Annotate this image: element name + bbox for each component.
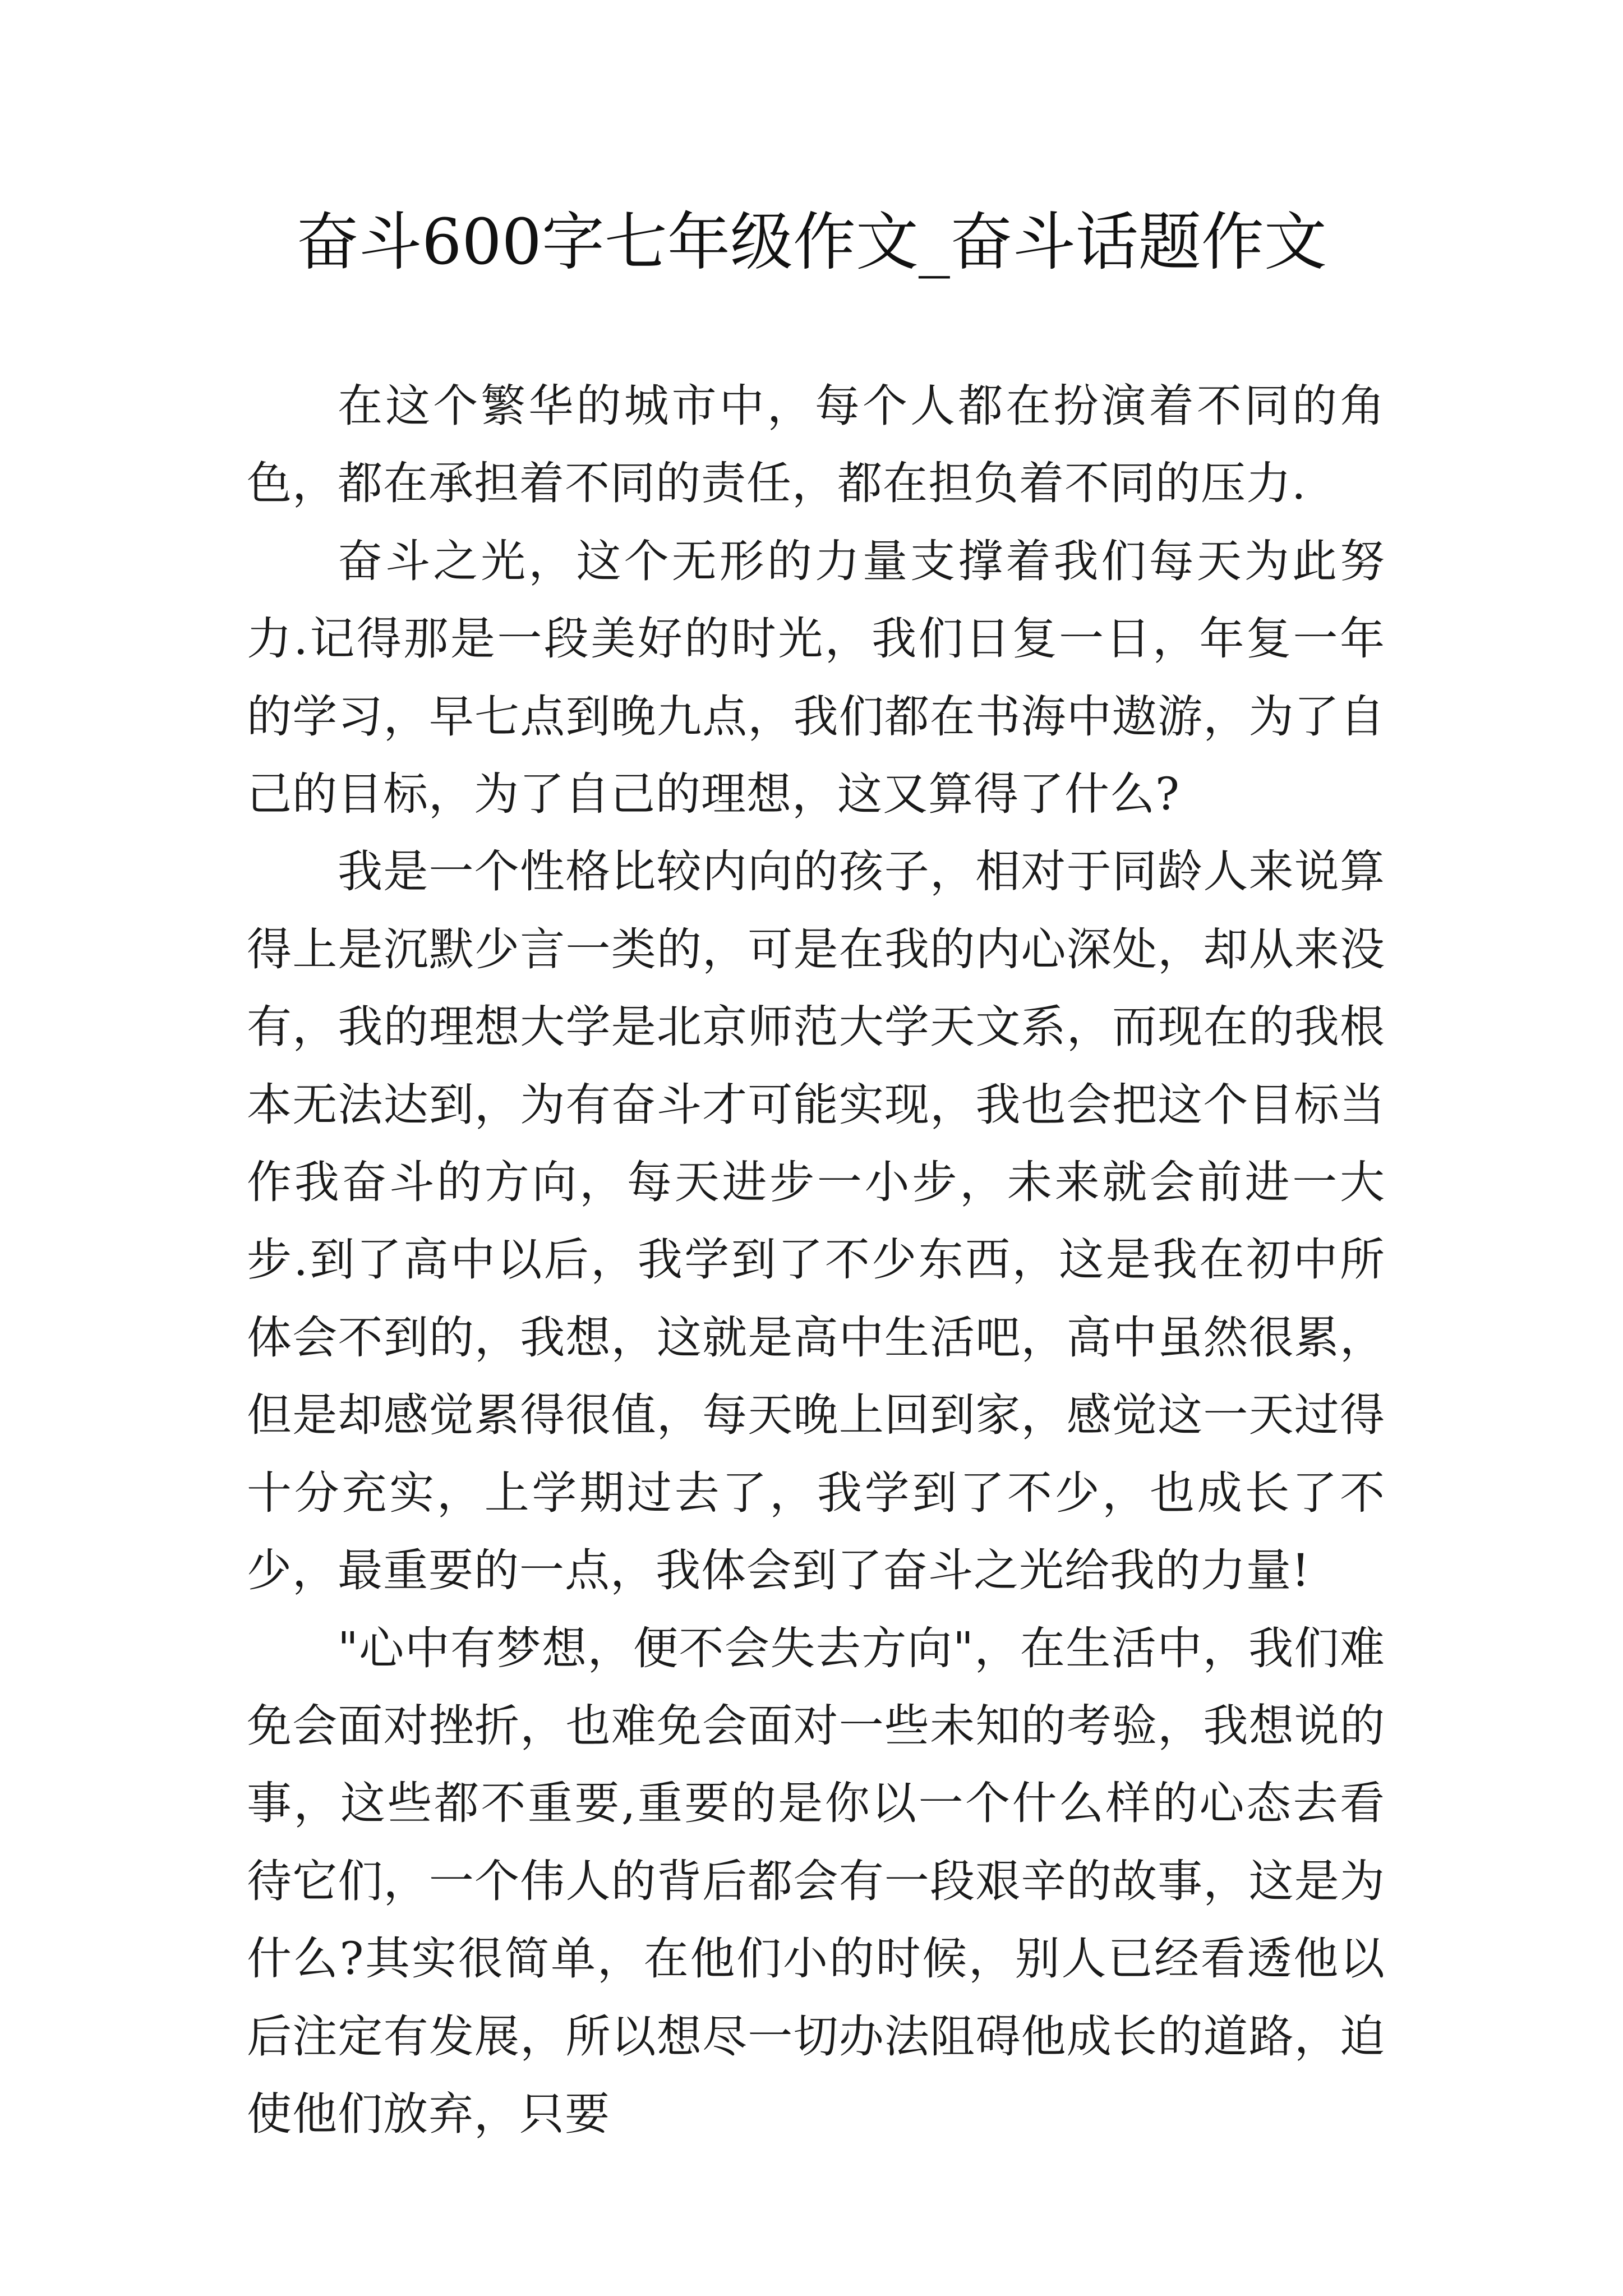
document-title: 奋斗600字七年级作文_奋斗话题作文 [296,206,1327,279]
document-body [247,367,1385,2153]
paragraph-1: 在这个繁华的城市中，每个人都在扮演着不同的角色，都在承担着不同的责任，都在担负着不同的压力. [247,380,1385,510]
paragraph-2: 奋斗之光，这个无形的力量支撑着我们每天为此努力.记得那是一段美好的时光，我们日复一日，年复一年的学习，早七点到晚九点，我们都在书海中遨游，为了自己的目标，为了自己的理想，这又算得了什么? [247,535,1385,821]
paragraph-4: "心中有梦想，便不会失去方向"，在生活中，我们难免会面对挫折，也难免会面对一些未知的考验，我想说的事，这些都不重要,重要的是你以一个什么样的心态去看待它们，一个伟人的背后都会有一段艰辛的故事，这是为什么?其实很简单，在他们小的时候，别人已经看透他以后注定有发展，所以想尽一切办法阻碍他成长的道路，迫使他们放弃，只要 [247,1622,1385,2140]
paragraph-3: 我是一个性格比较内向的孩子，相对于同龄人来说算得上是沉默少言一类的，可是在我的内心深处，却从来没有，我的理想大学是北京师范大学天文系，而现在的我根本无法达到，为有奋斗才可能实现，我也会把这个目标当作我奋斗的方向，每天进步一小步，未来就会前进一大步.到了高中以后，我学到了不少东西，这是我在初中所体会不到的，我想，这就是高中生活吧，高中虽然很累，但是却感觉累得很值，每天晚上回到家，感觉这一天过得十分充实，上学期过去了，我学到了不少，也成长了不少，最重要的一点，我体会到了奋斗之光给我的力量! [247,845,1385,1597]
